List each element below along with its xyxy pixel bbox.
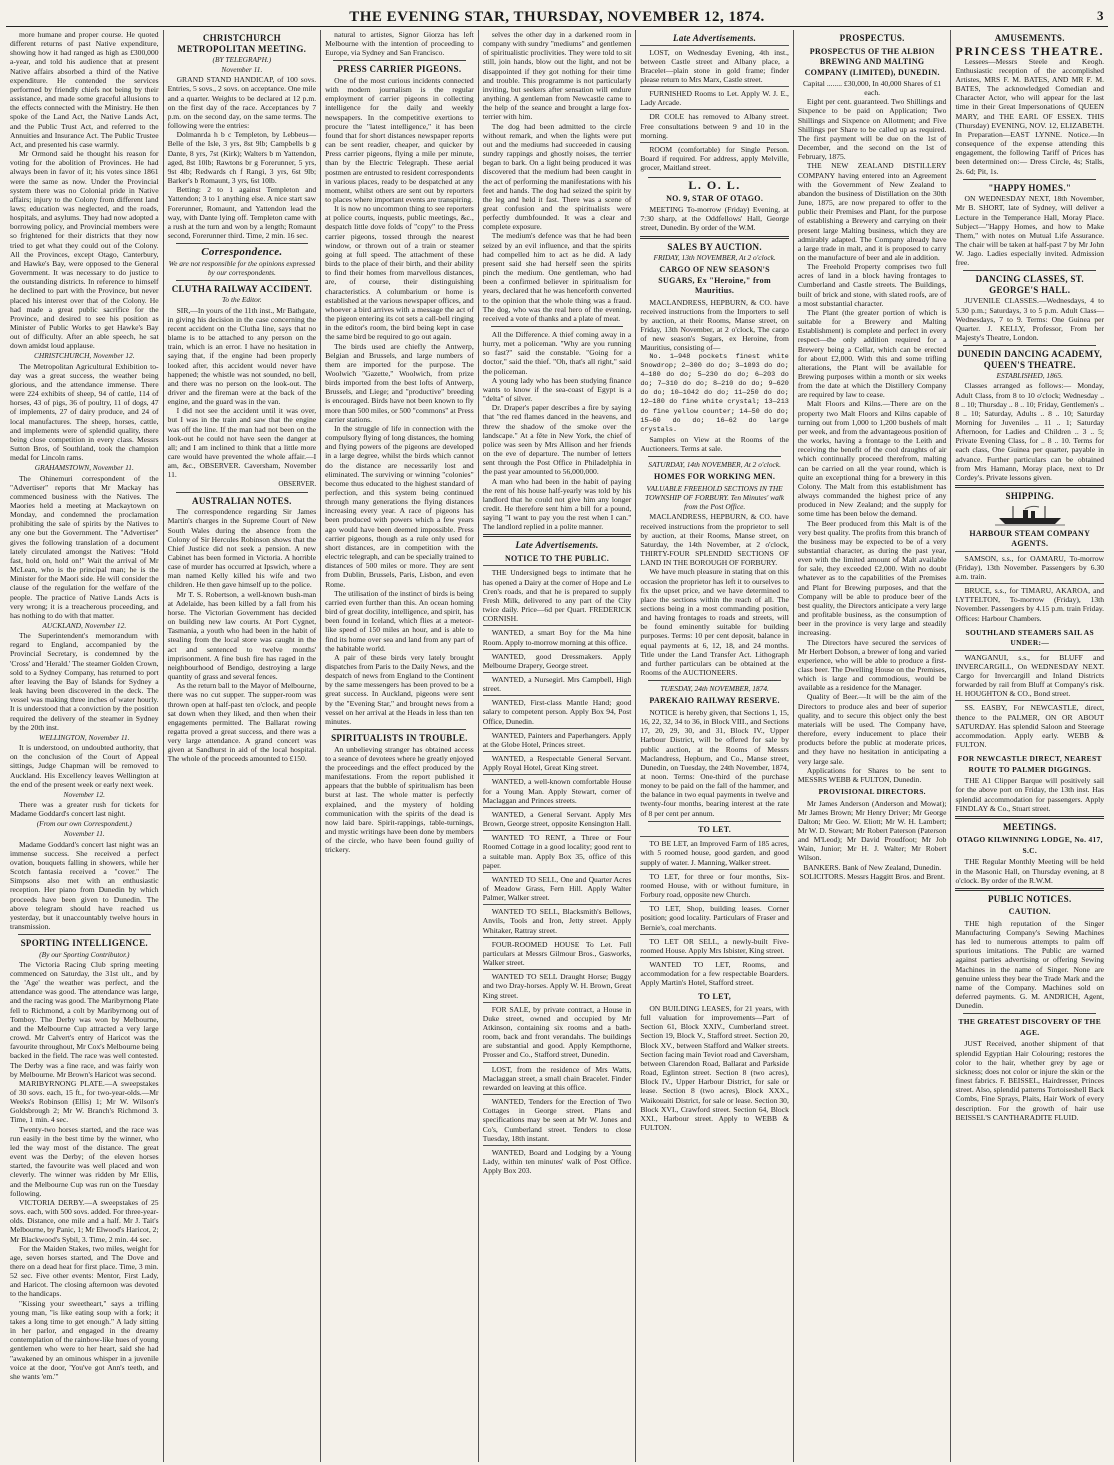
sale-date: TUESDAY, 24th NOVEMBER, 1874. bbox=[660, 684, 769, 694]
ad-heading: NOTICE TO THE PUBLIC. bbox=[504, 553, 610, 563]
column-3 bbox=[321, 30, 479, 1462]
classified-ad: TO LET, Shop, building leases. Corner position; good locality. Particulars of Fraser and Bernie's, coal merchants. bbox=[640, 901, 789, 933]
editorial-note: We are not responsible for the opinions expressed by our correspondents. bbox=[168, 258, 316, 277]
sale-date: FRIDAY, 13th NOVEMBER, At 2 o'clock. bbox=[653, 253, 776, 262]
sale-heading: HOMES FOR WORKING MEN. bbox=[654, 472, 776, 482]
article-text: selves the other day in a darkened room in company with sundry "mediums" and gentlemen of spiritualistic proclivities. They were told to sit still, join hands, blow out the light, and not be disappointed if they got nothing for their time and trouble. This programme is not particularly inviting, but seekers after sensation will endure anything. A gentleman from Newcastle came to the help of the seance and brought a large fox-terrier with him. bbox=[482, 30, 632, 122]
section-heading: AUSTRALIAN NOTES. bbox=[192, 495, 292, 506]
classified-ad: LOST, from the residence of Mrs Watts, Maclaggan street, a small chain Bracelet. Finder rewarded on leaving at this office. bbox=[483, 1062, 632, 1094]
letter-signature: OBSERVER. bbox=[278, 479, 317, 488]
columns bbox=[6, 30, 1108, 1462]
prospectus-text: THE NEW ZEALAND DISTILLERY COMPANY having entered into an Agreement with the Government of New Zealand to abandon the business of Distillation on the 30th June, 1875, are now prepared to offer to the public their Premises and Plant, for the purpose of establishing a Brewery and carrying on their present large Malting business, which they are admirably adapted. The Company already have a large trade in malt, and it is proposed to carry on the manufacture of beer and ale in addition. bbox=[797, 161, 947, 262]
article-text: The correspondence regarding Sir James Martin's charges in the Supreme Court of New South Wales during the absence from the Colony of Sir Hercules Robinson shows that the Chief Justice did not seek a pension. A new Cabinet has been formed in Victoria. A horrible case of murder has occurred at Ipswich, where a man named Kelly killed his wife and two children. He then gave himself up to the police. bbox=[167, 507, 317, 590]
article-text: An unbelieving stranger has obtained access to a seance of devotees where he greatly enjoyed the proceedings and the effect produced by the manifestations. From the report published it appears that the bubble of spiritualism has been burst at last. The whole matter is perfectly explained, and the mystery of holding communication with the spirits of the dead is now laid bare. Spirit-rappings, table-turnings, and mystic writings have been done by members of the circle, who have been found guilty of trickery. bbox=[325, 744, 474, 855]
classified-ad: TO LET, for three or four months, Six-roomed House, with or without furniture, in Forbury road, opposite new Church. bbox=[640, 869, 789, 901]
race-entries: Dolmanrda h b c Templeton, by Lebbeus—Belle of the Isle, 3 yrs, 8st 9lb; Campbells b g Dante, 8 yrs, 7st (Kirk); Walters b m Yattendon, aged, 8st 10lb; Rawtons br g Forerunner, 5 yrs, 9st 4lb; Redwards ch f Rangi, 3 yrs, 6st 9lb; Barker's b Romaunt, 3 yrs, 6st 10lb. bbox=[167, 130, 317, 186]
column-5 bbox=[636, 30, 794, 1462]
solicitors: SOLICITORS. Messrs Haggitt Bros. and Brent. bbox=[799, 871, 945, 881]
dateline: AUCKLAND, November 12. bbox=[42, 621, 127, 630]
sale-text: MACLANDRESS, HEPBURN, & CO. have received instructions from the Importers to sell by auction, at their Rooms, Manse street, on Friday, 13th November, at 2 o'clock, The cargo of new season's Sugars, ex Heroine, from Mauritius, consisting of— bbox=[640, 297, 789, 353]
masthead-title: THE EVENING STAR, THURSDAY, NOVEMBER 12, 1874. bbox=[349, 9, 765, 25]
divider bbox=[648, 456, 781, 457]
byline: (From our own Correspondent.) bbox=[36, 819, 132, 829]
letter-text: I did not see the accident until it was over, but I was in the train and saw that the engine was off the line. If the man had not been on the look-out he could not have seen the danger at all; and I am inclined to think that a little more care would have prevented the whole affair.—I am, &c., OBSERVER. Caversham, November 11. bbox=[167, 406, 317, 480]
section-heading: PUBLIC NOTICES. bbox=[987, 893, 1072, 904]
article-text: GRAND STAND HANDICAP, of 100 sovs. Entries, 5 sovs., 2 sovs. on acceptance. One mile and a quarter. Weights to be declared at 12 p.m. on the first day of the race. Acceptances by 7 p.m. on the second day, on the same terms. The following were the entries: bbox=[167, 75, 317, 131]
classified-ad: ON BUILDING LEASES, for 21 years, with full valuation for improvements—Part of Section 61, Block XXIV., Cumberland street. Section 19, Block V., Stafford street. Section 20, Block XV., between Stafford and Walker streets. Section facing main Teviot road and Caversham, between Clarendon Road, Ballarat and Parkside Road, Eglinton street. Section 8 (two acres), Block IV., Upper Harbour District, for sale or lease. Section 8 (two acres), Block XXX., Waikouaiti District, for sale or lease. Section 30, Block XVI., Crawford street. Section 64, Block XXI., Harbour street. Apply to WEBB & FULTON. bbox=[640, 1003, 789, 1132]
lecture-ad: ON WEDNESDAY NEXT, 18th November, Mr B. SHORT, late of Sydney, will deliver a Lecture in the Temperance Hall, Moray Place. Subject—"Happy Homes, and how to Make Them," with notes on Mutual Life Assurance. The chair will be taken at half-past 7 by Mr John W. Jago. Ladies especially invited. Admission free. bbox=[955, 194, 1105, 268]
classified-ad: WANTED, Tenders for the Erection of Two Cottages in George street. Plans and specifications may be seen at Mr W. Jones and Co's, Cumberland street. Tenders to close Tuesday, 18th instant. bbox=[483, 1094, 632, 1145]
section-heading: PROSPECTUS. bbox=[839, 33, 905, 43]
divider bbox=[640, 236, 789, 239]
dateline: November 12. bbox=[63, 789, 106, 799]
classified-ad: WANTED, First-class Mantle Hand; good salary to competent person. Apply Box 94, Post Office, Dunedin. bbox=[483, 695, 632, 727]
prospectus-text: The Plant (the greater portion of which is suitable for a Brewery and Malting Establishment) is complete and perfect in every respect—the only addition required for a Brewery being a Cellar, which can be erected for about £2,000. With this and some trifling alterations, the Plant will be available for Brewing purposes within a month or six weeks from the date at which the Distillery Company are required by law to cease. bbox=[797, 307, 947, 400]
classified-ad: TO BE LET, an Improved Farm of 185 acres, with 5 roomed house, good garden, and good supply of water. J. Manning, Walker street. bbox=[640, 836, 789, 868]
article-text: more humane and proper course. He quoted different returns of past Native expenditure, showing how it had ranged as high as £300,000 a-year, and told his audience that at present Native affairs absorbed a third of the Native expenditure. He contended the services performed by friendly chiefs not being by their assistance, and made some graceful allusions to the effects connected with the Ministry. He then spoke of the Land Act, the Native Lands Act, and the Public Trust Act, and referred to the Annuities and Insurance Act. The Public Trustee Act, and presented his case warmly. bbox=[10, 30, 159, 149]
academy-heading: DUNEDIN DANCING ACADEMY, QUEEN'S THEATRE. bbox=[957, 349, 1103, 370]
column-4 bbox=[479, 30, 637, 1462]
column-2 bbox=[164, 30, 322, 1462]
prospectus-text: The Beer produced from this Malt is of the very best quality. The profits from this branch of the business may be expected to be of a very substantial character, as during the past year, even with the limited amount of Malt available for sale, they exceeded £2,000. With no doubt whatever as to the capabilities of the Premises and Plant for Brewing purposes, and that the Company will be able to produce beer of the best quality, the Directors anticipate a very large and profitable business, as the consumption of beer in the province is very large and steadily increasing. bbox=[797, 518, 947, 638]
classified-ad: FURNISHED Rooms to Let. Apply W. J. E., Lady Arcade. bbox=[640, 86, 789, 109]
byline: (By our Sporting Contributor.) bbox=[39, 949, 130, 959]
article-text: Mr Ormond said he thought his reason for voting for the abolition of Provinces. He had always been in favor of it; his votes since 1861 were the same as now. Under the Provincial system there was no Colonial pride in Native affairs; injury to the Colony from different land laws; education was neglected, and the roads, hospitals, and asylums. They had now adopted a borrowing policy, and Provincial members were so frightened for their districts that they now tried to get what they could out of the Colony. All the Provinces, except Otago, Canterbury, and Hawke's Bay, were opposed to the General Government. It was necessary to do justice to the outstanding districts. In reference to himself he declined to part with the Province, but never placed his interest over that of the Colony. He had made a great public sacrifice for the Province, and desired to see his position as Minister of Public Works to get Hawke's Bay out of difficulty. After an able speech, he sat down amidst loud applause. bbox=[10, 149, 159, 351]
shipping-ad: THE A1 Clipper Barque will positively sail for the above port on Friday, the 13th inst. Has splendid accommodation for passengers. Apply FINDLAY & Co., Stuart street. bbox=[955, 776, 1105, 813]
paragraph-item: A young lady who has been studying finance wants to know if the sea-coast of Egypt is a "delta" of silver. bbox=[482, 375, 632, 404]
classified-ad: WANTED TO SELL, Blacksmith's Bellows, Anvils, Tools and Iron, Jetty street. Apply Whitaker, Rattray street. bbox=[483, 904, 632, 936]
section-heading: Late Advertisements. bbox=[515, 540, 599, 551]
paragraph-item: A man who had been in the habit of paying the rent of his house half-yearly was told by his landlord that he could not give him any longer credit. He therefore sent him a bill for a pound, saying "I want to pay you the rest when I can." The landlord replied in a polite manner. bbox=[482, 476, 632, 532]
classified-ad: WANTED TO RENT, a Three or Four Roomed Cottage in a good locality; good rent to a suitable man. Apply Box 35, office of this paper. bbox=[483, 830, 632, 872]
sale-subheading: VALUABLE FREEHOLD SECTIONS IN THE TOWNSHIP OF FORBURY. Ten Minutes' walk from the Post Office. bbox=[645, 483, 785, 512]
academy-established: ESTABLISHED, 1865. bbox=[996, 371, 1064, 381]
race-results: MARIBYRNONG PLATE.—A sweepstakes of 30 sovs. each, 15 ft., for two-year-olds.—Mr Weeks's Robinson (Ellis) 1; Mr W. Wilson's Goldsbrough 2; Mr W. Branch's Richmond 3. Time, 1 min. 4 sec. bbox=[10, 1078, 159, 1125]
section-heading: SPORTING INTELLIGENCE. bbox=[20, 938, 148, 949]
divider bbox=[955, 485, 1104, 488]
lodge-heading: L. O. L. bbox=[688, 178, 741, 193]
classified-ad: WANTED TO LET, Rooms, and accommodation for a few respectable Boarders. Apply Martin's Hotel, Stafford street. bbox=[640, 957, 789, 989]
letter-text: SIR,—In yours of the 11th inst., Mr Bathgate, in giving his decision in the case concerning the recent accident on the Clutha line, says that no blame is to be attached to any person on the train, which is an error. I have no hesitation in saying that, if the engine had been properly looked after, this accident would never have happened; the whistle was not sounded, no bell, and there was no person on the look-out. The driver and the fireman were at the back of the engine, and the guard was in the van. bbox=[167, 305, 317, 407]
prospectus-title: PROSPECTUS OF THE ALBION BREWING AND MALTING COMPANY (LIMITED), DUNEDIN. bbox=[804, 46, 940, 77]
classified-ad: WANTED, a Nursegirl. Mrs Campbell, High street. bbox=[483, 672, 632, 695]
byline: (BY TELEGRAPH.) bbox=[212, 55, 272, 64]
section-heading: SPIRITUALISTS IN TROUBLE. bbox=[331, 733, 468, 744]
classified-ad: FOR SALE, by private contract, a House in Duke street, owned and occupied by Mr Atkinson, containing six rooms and a bath-room, back and front verandahs. The buildings are substantial and good. Apply Kempthorne, Prosser and Co., Stafford street, Dunedin. bbox=[483, 1002, 632, 1062]
divider bbox=[333, 60, 466, 61]
divider bbox=[648, 821, 781, 822]
steamship-illustration bbox=[955, 504, 1104, 526]
dateline: GRAHAMSTOWN, November 11. bbox=[34, 463, 134, 473]
shipping-ad: BRUCE, s.s., for TIMARU, AKAROA, and LYTTELTON, To-morrow (Friday), 13th November. Passengers by 4.15 p.m. train Friday. Offices: Harbour Chambers. bbox=[955, 583, 1104, 625]
classified-ad: WANTED, Painters and Paperhangers. Apply at the Globe Hotel, Princes street. bbox=[483, 728, 632, 751]
theatre-ad: Lessees—Messrs Steele and Keogh. Enthusiastic reception of the accomplished Artistes, MRS F. M. BATES, AND MR F. M. BATES, The acknowledged Comedian and Character Actor, who will appear for the last time in their Great Impersonations of QUEEN MARY, and THE EARL OF ESSEX. THIS (Thursday) EVENING, NOV. 12, ELIZABETH. In Preparation—EAST LYNNE. Notice.—In consequence of the expense attending this engagement, the following Tariff of Prices has been determined on:— Dress Circle, 4s; Stalls, 2s. 6d; Pit, 1s. bbox=[955, 56, 1105, 176]
section-heading: TO LET, bbox=[698, 992, 732, 1002]
classified-ad: WANTED, good Dressmakers. Apply Melbourne Drapery, George street. bbox=[483, 649, 632, 672]
dancing-ad: JUVENILE CLASSES.—Wednesdays, 4 to 5.30 p.m.; Saturdays, 3 to 5 p.m. Adult Class—Wednesdays, 7 to 9. Terms: One Guinea per Quarter. J. KELLY, Professor, From her Majesty's Theatre, London. bbox=[955, 296, 1105, 343]
classified-ad: WANTED, a smart Boy for the Ma hine Room. Apply to-morrow morning at this office. bbox=[483, 625, 632, 648]
column-7 bbox=[951, 30, 1108, 1462]
section-heading: Correspondence. bbox=[201, 246, 283, 259]
classified-ad: TO LET OR SELL, a newly-built Five-roomed House. Apply Mrs Isbister, King street. bbox=[640, 934, 789, 957]
article-text: One of the most curious incidents connected with modern journalism is the regular employment of carrier pigeons in collecting intelligence for the daily and weekly newspapers. In the competitive exertions to procure the "latest intelligence," it has been found that for short distances newspaper reports can be sent readier, cheaper, and quicker by Press carrier pigeons, flying a mile per minute, than by the Electric Telegraph. These aerial postmen are entrusted to resident correspondents in various places, ready to be despatched at any moment, whilst others are sent out by reporters to places where important events are transpiring. bbox=[325, 75, 474, 204]
sale-text: We have much pleasure in stating that on this occasion the proprietor has left it to ourselves to fix the upset price, and we have determined to place the sections within the reach of all. The sections being in a most commanding position, and having frontages to roads and streets, will be found eminently suitable for building purposes. Terms: 10 per cent deposit, balance in equal payments at 6, 12, 18, and 24 months. Title under the Land Transfer Act. Lithograph and further particulars can be obtained at the Rooms of the AUCTIONEERS. bbox=[640, 567, 789, 678]
discovery-ad: JUST Received, another shipment of that splendid Egyptian Hair Colouring; restores the color to the hair, whether grey by age or sickness; does not color or injure the skin or the finest fabrics. F. BEISSEL, Hairdresser, Princes street. Also, splendid patterns Tortoiseshell Back Combs, Fine Sprays, Plaits, Hair Work of every description. For the growth of hair use BEISSEL'S CANTHARADITE FLUID. bbox=[955, 1039, 1105, 1122]
lecture-heading: "HAPPY HOMES." bbox=[988, 182, 1072, 193]
article-text: The Ohinemuri correspondent of the "Advertiser" reports that Mr Mackay has commenced business with the Natives. The Maories held a meeting at Mackaytown on Monday, and condemned the proclamation prohibiting the sale of spirits by the Natives to any one but the Government. The "Advertiser" gives the following translation of a document lately circulated amongst the Natives: "Hold fast, hold on, hold on!" Wait the arrival of Mr McLean, who is the principal man; he is the Minister for the Maori side. He will consider the clause of the regulation for the welfare of the people. The practice of Native Lands Acts is very wrong; it is a treacherous proceeding, and has nothing to do with that matter. bbox=[10, 473, 159, 620]
divider bbox=[963, 179, 1096, 180]
academy-ad: Classes arranged as follows:— Monday, Adult Class, from 8 to 10 o'clock; Wednesday .. 8 .. 10; Thursday .. 8 .. 10; Friday, Gentlemen's .. 8 .. 10; Saturday, Adults .. 8 .. 10; Saturday Morning for Juveniles .. 11 .. 1; Saturday Afternoon, for Ladies and Children .. 3 .. 5; Private Evening Class, for .. 8 .. 10. Terms for each class, One Guinea per quarter, payable in advance. Further particulars can be obtained from Mrs Hamann, Moray place, next to Dr Cordey's. Private lessons given. bbox=[955, 381, 1105, 482]
article-text: Betting: 2 to 1 against Templeton and Yattendon; 3 to 1 anything else. A nice start saw Forerunner, Romaunt, and Yattendon lead the way, with Dante lying off. Templeton came with a rush at the turn and won by a length; Romaunt second, Forerunner third. Time, 2 min. 16 sec. bbox=[167, 185, 317, 240]
shipping-heading: FOR NEWCASTLE DIRECT, NEAREST ROUTE TO PALMER DIGGINGS. bbox=[957, 754, 1102, 774]
shipping-ad: WANGANUI, s.s., for BLUFF and INVERCARGILL, On WEDNESDAY NEXT. Cargo for Invercargill and Inland Districts forwarded by rail from Bluff at Company's risk. H. HOUGHTON & CO., Bond street. bbox=[955, 650, 1104, 701]
section-heading: TO LET. bbox=[698, 824, 732, 834]
section-heading: PRESS CARRIER PIGEONS. bbox=[337, 64, 462, 75]
dateline: November 11. bbox=[221, 65, 263, 75]
classified-ad: WANTED TO SELL Draught Horse; Buggy and two Dray-horses. Apply W. H. Brown, Great King street. bbox=[483, 969, 632, 1001]
sugar-list: No. 1—948 pockets finest white Snowdrop; 2—300 do do; 3—1093 do do; 4—180 do do; 5—230 do do; 6—203 do do; 7—310 do do; 8—210 do do; 9—620 do do; 10—1042 do do; 11—250 do do; 12—180 do fine white crystal; 13—213 do fine yellow counter; 14—50 do do; 15—60 do do; 16—62 do large crystals. bbox=[640, 352, 789, 434]
divider bbox=[483, 534, 632, 537]
dateline: WELLINGTON, November 11. bbox=[39, 732, 130, 742]
divider bbox=[963, 1013, 1096, 1014]
classified-ad: WANTED, a Respectable General Servant. Apply Royal Hotel, Great King street. bbox=[483, 751, 632, 774]
prospectus-text: The Directors have secured the services of Mr Herbert Dobson, a brewer of long and varied experience, who will be able to produce a first-class beer. The Dwelling House on the Premises, which is large and commodious, would be available as a residence for the Manager. bbox=[797, 637, 947, 693]
sale-heading: PAREKAIO RAILWAY RESERVE. bbox=[649, 696, 780, 706]
dateline: CHRISTCHURCH, November 12. bbox=[33, 351, 135, 361]
classified-ad: LOST, on Wednesday Evening, 4th inst., between Castle street and Albany place, a Bracelet—plain stone in gold frame; finder please return to Mrs Marx, Castle street. bbox=[640, 45, 789, 87]
prospectus-capital: Capital ........ £30,000, In 40,000 Shares of £1 each. bbox=[802, 79, 942, 98]
prospectus-text: The Freehold Property comprises two full acres of land in a block having frontages to Cumberland and Castle streets. The Buildings, built of brick and stone, with slated roofs, are of a most substantial character. bbox=[797, 262, 947, 308]
divider bbox=[333, 729, 466, 730]
divider bbox=[963, 345, 1096, 346]
section-heading: CHRISTCHURCH METROPOLITAN MEETING. bbox=[177, 33, 307, 54]
article-text: Mr T. S. Robertson, a well-known bush-man at Adelaide, has been killed by a fall from his horse. The Victorian Government has decided on building new law courts. At Port Cygnet, Tasmania, a youth who had been in the habit of stealing from the local store was caught in the act and sentenced to twelve months' imprisonment. A fine bush fire has raged in the neighbourhood of Bendigo, destroying a large quantity of grass and several fences. bbox=[167, 589, 317, 682]
prospectus-text: Malt Floors and Kilns.—There are on the property two Malt Floors and Kilns capable of turning out from 1,000 to 1,200 bushels of malt per week, and from the advantageous position of the works, having a frontage to the Leith and receiving the benefit of the cool draughts of air which continually proceed therefrom, malting can be carried on all the year round, which is quite an exceptional thing for a brewery in this Colony. The Malt from this establishment has always commanded the highest price of any produced in New Zealand; and the supply for some time has been below the demand. bbox=[797, 399, 947, 519]
paragraph-item: Dr. Draper's paper describes a fire by saying that "the red flames danced in the heavens, and threw the shadow of the smoke over the landscape." At a fête in New York, the chief of police was seen by Mrs Allison and her friends on the eve of departure. The number of letters sent through the Post Office in Philadelphia in the past year amounted to 56,000,000. bbox=[482, 403, 632, 477]
article-text: The Victoria Racing Club spring meeting commenced on Saturday, the 31st ult., and by the 'Age' the weather was perfect, and the attendance was good. The attendance was large, and the racing was good. The Maribyrnong Plate fell to Richmond, a colt by Maribyrnong out of Tomboy. The Derby was won by Melbourne, and the Melbourne Cup attracted a very large crowd. Mr Calvert's entry of Haricot was the favourite throughout, Mr Cox's Melbourne being backed in the field. The race was well contested. The Derby was a fine race, and was fairly won by Melbourne. Mr Brown's Haricot was second. bbox=[10, 959, 159, 1079]
prospectus-text: Applications for Shares to be sent to MESSRS WEBB & FULTON, Dunedin. bbox=[797, 765, 947, 784]
directors-heading: PROVISIONAL DIRECTORS. bbox=[818, 787, 926, 797]
race-results: VICTORIA DERBY.—A sweepstakes of 25 sovs. each, with 500 sovs. added. For three-year-olds. Distance, one mile and a half. Mr J. Tait's Melbourne, by Panic, 1; Mr Elwood's Haricot, 2; Mr Blackwood's Sybil, 3. Time, 2 min. 44 sec. bbox=[10, 1197, 159, 1244]
section-heading: AMUSEMENTS. bbox=[994, 33, 1065, 43]
dancing-heading: DANCING CLASSES, ST. GEORGE'S HALL. bbox=[975, 274, 1084, 295]
caution-heading: CAUTION. bbox=[1008, 907, 1051, 917]
column-6 bbox=[794, 30, 952, 1462]
lodge-notice: MEETING To-morrow (Friday) Evening, at 7:30 sharp, at the Oddfellows' Hall, George street, Dunedin. By order of the W.M. bbox=[640, 205, 789, 233]
article-text: There was a greater rush for tickets for Madame Goddard's concert last night. bbox=[10, 799, 159, 819]
article-text: Twenty-two horses started, and the race was run easily in the best time by the winner, who led the way most of the distance. The great event was the Derby; of the eleven horses started, the favourite was well placed and won cleverly. The winner was ridden by Mr Ellis, and the Melbourne Cup was run on the Tuesday following. bbox=[10, 1124, 159, 1198]
classified-ad: THE Undersigned begs to intimate that he has opened a Dairy at the corner of Hope and Le Cren's roads, and that he is prepared to supply Fresh Milk, delivered to any part of the City twice daily. Price—6d per Quart. FREDERICK CORNISH. bbox=[483, 565, 632, 625]
prospectus-text: Eight per cent. guaranteed. Two Shillings and Sixpence to be paid on Application; Two Shillings and Sixpence on Allotment; and Five Shillings per Share to be called up as required. The first payment will be due on the 1st of December, and the second on the 1st of February, 1875. bbox=[797, 97, 947, 162]
classified-ad: DR COLE has removed to Albany street. Free consultations between 9 and 10 in the morning. bbox=[640, 109, 789, 141]
shipping-ad: SS. EASBY, For NEWCASTLE, direct, thence to the PALMER, ON OR ABOUT SATURDAY. Has splendid Saloon and Steerage accommodation. Apply early. WEBB & FULTON. bbox=[955, 700, 1104, 751]
page-number: 3 bbox=[1097, 8, 1104, 23]
article-text: The utilisation of the instinct of birds is being carried even further than this. An ocean homing bird of great docility, intelligence, and spirit, has been found in Iceland, which flies at a meteor-like speed of 150 miles an hour, and is able to find its home over sea and land from any part of the habitable world. bbox=[325, 588, 474, 653]
theatre-name: PRINCESS THEATRE. bbox=[955, 43, 1104, 58]
article-text: A pair of these birds very lately brought dispatches from Paris to the Daily News, and the despatch of news from England to the Continent by the same messengers has been proved to be a great success. In Auckland, pigeons were sent by the "Evening Star," and brought news from a vessel on her arrival at the Heads in less than ten minutes. bbox=[325, 652, 474, 726]
article-text: The medium's defence was that he had been seized by an evil influence, and that the spirits had compelled him to act as he did. A lady present said she had herself seen the spirits pinch the medium. One gentleman, who had been a confirmed believer in spiritualism for years, declared that he was henceforth converted to the opinion that the whole thing was a fraud. The dog, who was the real hero of the evening, received a vote of thanks and a plate of meat. bbox=[482, 231, 632, 323]
divider bbox=[176, 280, 309, 281]
masthead bbox=[6, 4, 1108, 27]
article-text: The Superintendent's memorandum with regard to England, accompanied by the Provincial Secretary, is condemned by the 'Cross' and 'Herald.' The steamer Golden Crown, sold to a Sydney Company, has returned to port after leaving the Bay of Islands for Sydney a leak having been discovered in the deck. The vessel was making three inches of water hourly. It is understood that a conviction by the position required the delivery of the steamer in Sydney by the 20th inst. bbox=[10, 631, 159, 732]
prospectus-text: Quality of Beer.—It will be the aim of the Directors to produce ales and beer of superior quality, and to secure this object only the best materials will be used. The Company have, therefore, every inducement to place their products before the public at moderate prices, and they have no hesitation in anticipating a very large sale. bbox=[797, 692, 947, 766]
caution-notice: THE high reputation of the Singer Manufacturing Company's Sewing Machines has led to numerous attempts to palm off spurious imitations. The Public are warned against parties advertising or offering Sewing Machines in the name of Singer. None are genuine unless they bear the Trade Mark and the name of the Company. Machines sold on deferred payments. G. M. ANDRICH, Agent, Dunedin. bbox=[955, 918, 1105, 1011]
sale-text: MACLANDRESS, HEPBURN, & CO. have received instructions from the proprietor to sell by auction, at their Rooms, Manse street, on Saturday, the 14th November, at 2 o'clock, THIRTY-FOUR SPLENDID SECTIONS OF LAND IN THE BOROUGH OF FORBURY. bbox=[640, 512, 789, 568]
divider bbox=[955, 888, 1104, 891]
article-text: As the return ball to the Mayor of Melbourne, there was no cut supper. The supper-room was thrown open at half-past ten o'clock, and people sat down when they liked, and then when their engagements permitted. The Ballarat rowing regatta proved a great success, and there was a very large attendance. A grand concert was given at Sandhurst in aid of the local hospital. The whole of the proceeds amounted to £150. bbox=[167, 681, 317, 764]
article-text: The birds used are chiefly the Antwerp, Belgian and Brussels, and large numbers of them are imported for the purpose. The Woolwich "Gazette," Woolwich, from prize birds imported from the best lofts of Antwerp, Brussels, and Liege; and "productive" breeding is encouraged. Birds have not been known to fly more than 500 miles, or 500 "commons" at Press carrier stations. bbox=[325, 341, 474, 424]
divider bbox=[176, 492, 309, 493]
classified-ad: WANTED, a well-known comfortable House for a Young Man. Apply Stewart, corner of Maclaggan and Princes streets. bbox=[483, 774, 632, 806]
shipping-ad: SAMSON, s.s., for OAMARU, To-morrow (Friday), 13th November. Passengers by 6.30 a.m. train. bbox=[955, 551, 1104, 583]
article-text: It is now no uncommon thing to see reporters at police courts, inquests, public meetings, &c., despatch little dove folds of "copy" to the Press carrier pigeons, tossed through the nearest window, or thrown out of a train or steamer going at full speed. The attachment of these birds to the place of their birth, and their ability to find their homes from marvellous distances, are, of course, their distinguishing characteristics. A columbarium or home is established at the various newspaper offices, and whoever a bird arrives with a message the act of the pigeon entering its cot sets a call-bell ringing in the editor's room, the bird being kept in case the same bird be required to go out again. bbox=[325, 204, 474, 342]
divider bbox=[18, 934, 151, 935]
column-1 bbox=[6, 30, 164, 1462]
divider bbox=[648, 680, 781, 681]
divider bbox=[963, 270, 1096, 271]
divider bbox=[176, 243, 309, 244]
section-heading: SHIPPING. bbox=[1005, 491, 1054, 502]
lodge-subheading: NO. 9, STAR OF OTAGO. bbox=[666, 193, 764, 203]
shipping-heading: SOUTHLAND STEAMERS SAIL AS UNDER:— bbox=[965, 627, 1094, 648]
salutation: To the Editor. bbox=[221, 295, 262, 305]
sale-date: SATURDAY, 14th NOVEMBER, At 2 o'clock. bbox=[648, 460, 781, 470]
section-heading: MEETINGS. bbox=[1003, 821, 1057, 832]
lodge-notice: THE Regular Monthly Meeting will be held in the Masonic Hall, on Thursday evening, at 8 o'clock. By order of the R.W.M. bbox=[955, 857, 1105, 885]
sale-text: Samples on View at the Rooms of the Auctioneers. Terms at sale. bbox=[640, 435, 789, 454]
classified-ad: WANTED TO SELL, One and Quarter Acres of Meadow Grass, Fern Hill. Apply Walter Palmer, Walker street. bbox=[483, 872, 632, 904]
classified-ad: WANTED, Board and Lodging by a Young Lady, within ten minutes' walk of Post Office. Apply Box 203. bbox=[483, 1145, 632, 1177]
article-text: The Metropolitan Agricultural Exhibition to-day was a great success, the weather being glorious, and the attendance immense. There were 224 exhibits of sheep, 94 of cattle, 114 of horses, 43 of pigs, 36 of poultry, 11 of dogs, 47 of implements, 27 of dairy produce, and 24 of local manufactures. The sheep, horses, cattle, and implements were of splendid quality, there being close competition in every class. Messrs Sutton Bros, of Southland, took the champion medal for Lincoln rams. bbox=[10, 361, 159, 463]
article-text: "Kissing your sweetheart," says a trifling young man, "is like eating soup with a fork; it takes a long time to get enough." A lady sitting in her parlor, and engaged in the dreamy contemplation of the rainbow-like hues of young gentlemen who were to her heart, said she had "awakened by an ominous whisper in a juvenile voice at the door, 'You've got Ann's teeth, and she wants 'em.'" bbox=[10, 1298, 159, 1381]
steamship-icon bbox=[995, 504, 1065, 526]
article-text: The dog had been admitted to the circle without remark, and when the lights were put out and the mediums had succeeded in causing sundry rappings and ghostly noises, the terrier began to bark. On a light being produced it was discovered that the medium had been caught in the act of performing the manifestations with his feet and hands. The dog had seized the spirit by the leg and held it fast. There was a scene of great confusion and the spiritualists were perfectly dumbfounded. It was a clear and complete exposure. bbox=[482, 121, 632, 232]
dateline: November 11. bbox=[63, 829, 105, 839]
section-heading: Late Advertisements. bbox=[673, 33, 757, 43]
article-text: natural to artistes, Signor Giorza has left Melbourne with the intention of proceeding to Europe, via Sydney and San Francisco. bbox=[325, 30, 474, 58]
article-text: For the Maiden Stakes, two miles, weight for age, seven horses started, and The Dove and there on a dead heat for first place. Time, 3 min. 52 sec. Five other events: Mentor, First Lady, and Haricot. The closing afternoon was devoted to the handicaps. bbox=[10, 1243, 159, 1299]
article-text: Madame Goddard's concert last night was an immense success. She received a perfect ovation, bouquets falling in showers, while her Scotch fantasia received a "cover." The Simpsons also met with an enthusiastic reception. Her piano from Dunedin by which proceeds have been given to Dunedin. The above telegram should have reached us yesterday, but it unaccountably twelve hours in transmission. bbox=[10, 839, 159, 931]
bankers: BANKERS. Bank of New Zealand, Dunedin. bbox=[803, 862, 942, 872]
article-text: In the struggle of life in connection with the compulsory flying of long distances, the homing and flying powers of the pigeons are developed in a large degree, whilst the birds which cannot do the distance are necessarily lost and eliminated. The surviving or winning "colonies" become thus educated to the highest standard of perfection, and this system being continued through many generations the flying distances increasing every year. A race of pigeons has been produced with powers which a few years ago would have been deemed impossible. Press carrier pigeons, though as a rule only used for short distances, are in competition with the electric telegraph, and can be specially trained to distances of 500 miles or more. They are sent from Dublin, Brussels, Paris, Lisbon, and even Rome. bbox=[325, 423, 474, 589]
section-heading: SALES BY AUCTION. bbox=[667, 241, 762, 252]
divider bbox=[955, 816, 1104, 819]
classified-ad: FOUR-ROOMED HOUSE To Let. Full particulars at Messrs Gilmour Bros., Gasworks, Walker street. bbox=[483, 937, 632, 969]
classified-ad: WANTED, a General Servant. Apply Mrs Brown, George street, opposite Kensington Hall. bbox=[483, 807, 632, 830]
shipping-heading: HARBOUR STEAM COMPANY AGENTS. bbox=[969, 528, 1091, 549]
lodge-heading: OTAGO KILWINNING LODGE, No. 417, S.C. bbox=[956, 835, 1103, 855]
article-text: It is understood, on undoubted authority, that on the conclusion of the Court of Appeal sittings, Judge Chapman will be removed to Auckland. His Excellency leaves Wellington at the end of the present week or early next week. bbox=[10, 743, 159, 789]
classified-ad: ROOM (comfortable) for Single Person. Board if required. For address, apply Melville, grocer, Maitland street. bbox=[640, 142, 789, 174]
discovery-heading: THE GREATEST DISCOVERY OF THE AGE. bbox=[958, 1017, 1101, 1037]
directors-list: Mr James Anderson (Anderson and Mowat); Mr James Brown; Mr Henry Driver; Mr George Dalton; Mr Geo. W. Eliott; Mr W. H. Lambert; Mr W. D. Stewart; Mr Robert Paterson (Paterson and M'Leod); Mr David Proudfoot; Mr Job Wain, Junior; Mr H. J. Walter; Mr Robert Wilson. bbox=[797, 798, 947, 863]
paragraph-item: All the Difference. A thief coming away in a hurry, met a policeman. "Why are you running so fast?" said the constable. "Going for a doctor," said the thief. "Oh, that's all right," said the policeman. bbox=[482, 330, 632, 376]
section-heading: CLUTHA RAILWAY ACCIDENT. bbox=[171, 283, 313, 294]
divider bbox=[491, 326, 624, 327]
sale-text: NOTICE is hereby given, that Sections 1, 15, 16, 22, 32, 34 to 36, in Block VIII., and Sections 17, 20, 29, 30, and 31, Block IV., Upper Harbour District, will be offered for sale by public auction, at the Rooms of Messrs Maclandress, Hepburn, and Co., Manse street, Dunedin, on Tuesday, the 24th November, 1874, at noon. Terms: One-third of the purchase money to be paid on the fall of the hammer, and the balance in two equal payments in twelve and twenty-four months, bearing interest at the rate of 8 per cent per annum. bbox=[640, 707, 789, 818]
sale-heading: CARGO OF NEW SEASON'S SUGARS, Ex "Heroine," from Mauritius. bbox=[658, 265, 771, 296]
